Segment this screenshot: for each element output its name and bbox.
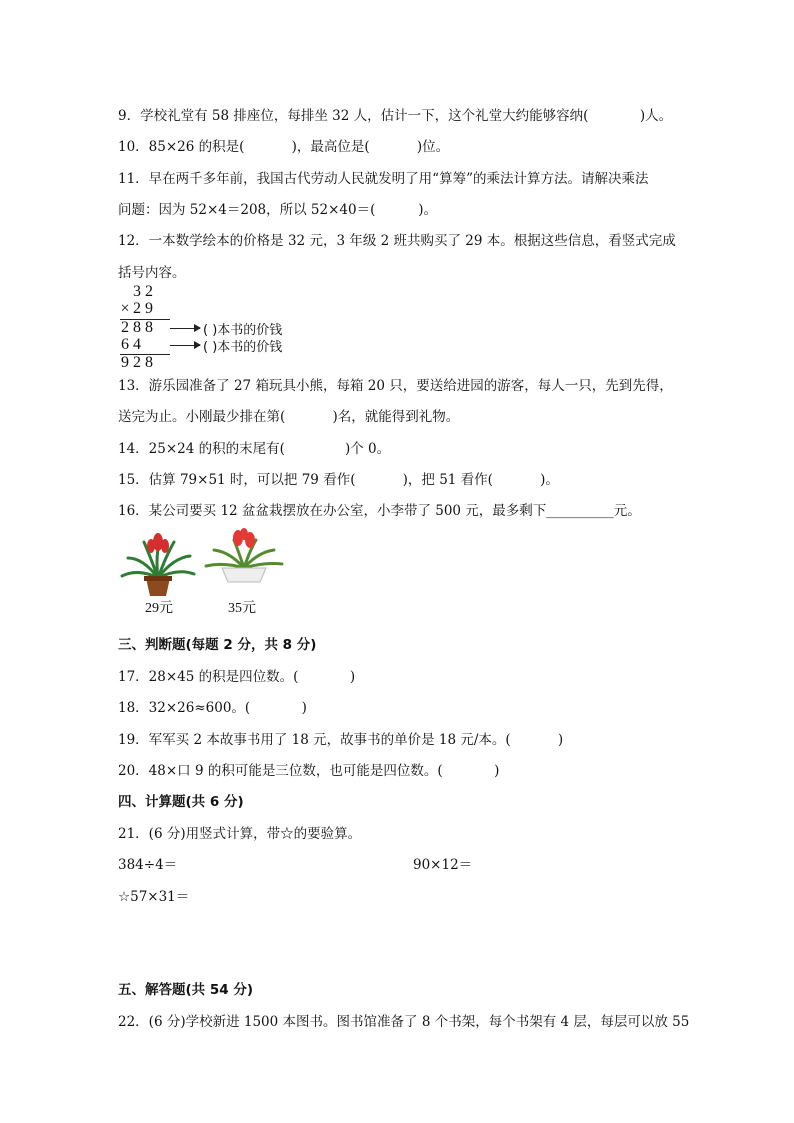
vertical-row-2 [119,300,155,318]
calc-3: ☆57×31＝ [118,889,190,905]
question-19: 19．军军买 2 本故事书用了 18 元，故事书的单价是 18 元/本。( ) [118,732,564,748]
digit: 9 [145,300,153,317]
digit: 2 [145,283,153,300]
arrow-1 [170,328,200,329]
question-9: 9．学校礼堂有 58 排座位，每排坐 32 人，估计一下，这个礼堂大约能够容纳( )人。 [118,108,673,124]
question-22: 22．(6 分)学校新进 1500 本图书。图书馆准备了 8 个书架，每个书架有 4 层，每层可以放 55 [118,1014,690,1030]
digit: 8 [145,354,153,371]
potted-plant-image-1 [118,528,198,598]
calc-1: 384÷4＝ [118,857,178,873]
plant-price-2: 35元 [228,601,256,616]
question-11-line1: 11．早在两千多年前，我国古代劳动人民就发明了用“算筹”的乘法计算方法。请解决乘法 [118,171,649,187]
digit: 4 [133,336,141,353]
section-4-heading: 四、计算题(共 6 分) [118,794,244,810]
digit: 2 [133,354,141,371]
question-21: 21．(6 分)用竖式计算，带☆的要验算。 [118,826,362,842]
question-11-line2: 问题：因为 52×4＝208，所以 52×40＝( )。 [118,202,438,218]
arrow-2 [170,345,200,346]
question-13-line1: 13．游乐园准备了 27 箱玩具小熊，每箱 20 只，要送给进园的游客，每人一只，先到先得， [118,378,673,394]
question-14: 14．25×24 的积的末尾有( )个 0。 [118,441,391,457]
times-sign: × [120,300,130,317]
vertical-row-3 [119,319,155,337]
section-5-heading: 五、解答题(共 54 分) [118,982,254,998]
question-13-line2: 送完为止。小刚最少排在第( )名，就能得到礼物。 [118,409,460,425]
question-18: 18．32×26≈600。( ) [118,700,307,716]
section-3-heading: 三、判断题(每题 2 分，共 8 分) [118,637,317,653]
plant-price-1: 29元 [145,601,173,616]
digit: 6 [121,336,129,353]
potted-plant-image-2 [202,528,286,584]
arrow-2-label: ( )本书的价钱 [203,340,283,355]
digit: 8 [133,319,141,336]
vertical-row-1 [131,283,155,301]
question-20: 20．48×口 9 的积可能是三位数，也可能是四位数。( ) [118,763,500,779]
question-15: 15．估算 79×51 时，可以把 79 看作( )，把 51 看作( )。 [118,472,559,488]
question-12-line1: 12．一本数学绘本的价格是 32 元，3 年级 2 班共购买了 29 本。根据这些信息，看竖式完成 [118,233,676,249]
arrow-1-label: ( )本书的价钱 [203,323,283,338]
calc-2: 90×12＝ [413,857,473,873]
digit: 2 [133,300,141,317]
digit: 8 [145,319,153,336]
question-17: 17．28×45 的积是四位数。( ) [118,669,356,685]
digit: 2 [121,319,129,336]
question-12-line2: 括号内容。 [118,265,186,281]
question-10: 10．85×26 的积是( )，最高位是( )位。 [118,139,450,155]
vertical-multiplication [118,283,358,373]
vertical-row-5 [119,354,155,372]
question-16: 16．某公司要买 12 盆盆栽摆放在办公室，小李带了 500 元，最多剩下__________元。 [118,503,641,519]
digit: 9 [121,354,129,371]
vertical-row-4 [119,336,143,354]
digit: 3 [133,283,141,300]
